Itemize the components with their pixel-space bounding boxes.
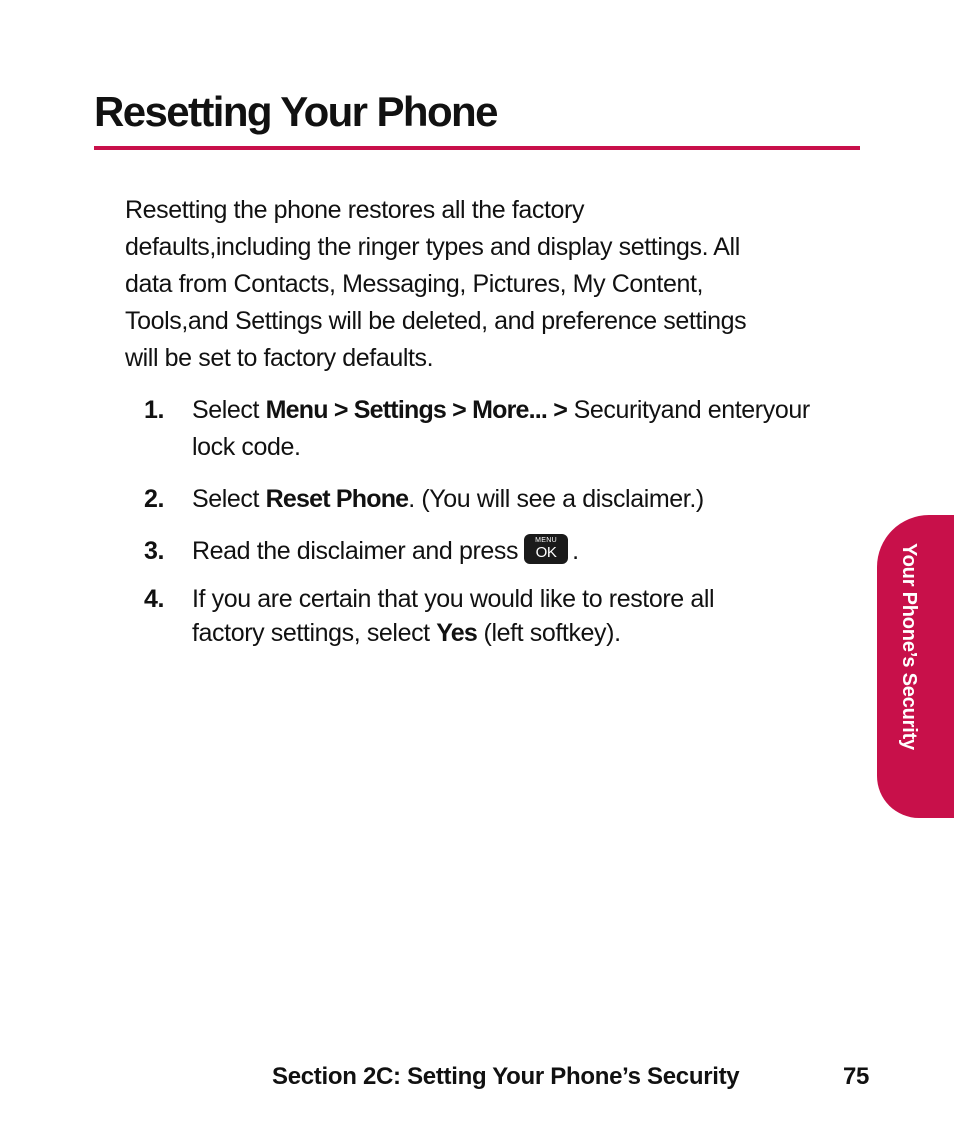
step-number: 1. — [144, 396, 165, 424]
step-prefix: Select — [192, 396, 266, 424]
intro-line: Resetting the phone restores all the factory — [125, 196, 585, 224]
intro-paragraph — [125, 192, 865, 377]
step-1-line-1 — [192, 392, 872, 429]
intro-line: data from Contacts, Messaging, Pictures, My Content, — [125, 270, 704, 298]
menu-ok-key-icon — [524, 534, 568, 564]
step-suffix: . — [572, 537, 579, 565]
step-text: Read the disclaimer and press — [192, 537, 519, 565]
reset-phone-option: Reset Phone — [265, 485, 409, 513]
step-number: 4. — [144, 585, 165, 613]
step-4-line-2 — [192, 616, 872, 650]
key-main-label: OK — [535, 544, 557, 562]
menu-path: Menu > Settings > More... > — [265, 396, 568, 424]
page-title: Resetting Your Phone — [94, 88, 497, 135]
step-2-line-1 — [192, 481, 872, 518]
step-suffix: (left softkey). — [476, 619, 621, 647]
step-3-line-1 — [192, 533, 872, 570]
step-number: 2. — [144, 485, 165, 513]
yes-softkey: Yes — [436, 619, 477, 647]
footer-section-title: Section 2C: Setting Your Phone’s Security — [272, 1063, 740, 1090]
title-underline — [94, 146, 860, 150]
step-1-line-2: lock code. — [192, 433, 301, 461]
page-number: 75 — [843, 1063, 870, 1090]
step-4-line-1: If you are certain that you would like to restore all — [192, 585, 715, 613]
step-prefix: Select — [192, 485, 266, 513]
key-top-label: MENU — [535, 537, 557, 545]
intro-line: Tools,and Settings will be deleted, and preference settings — [125, 307, 747, 335]
intro-line: will be set to factory defaults. — [125, 344, 434, 372]
step-number: 3. — [144, 537, 165, 565]
step-suffix: . (You will see a disclaimer.) — [408, 485, 704, 513]
side-tab-label: Your Phone’s Security — [898, 543, 920, 750]
step-prefix: factory settings, select — [192, 619, 437, 647]
step-suffix: Securityand enteryour — [567, 396, 810, 424]
intro-line: defaults,including the ringer types and display settings. All — [125, 233, 740, 261]
section-side-tab — [877, 515, 954, 818]
